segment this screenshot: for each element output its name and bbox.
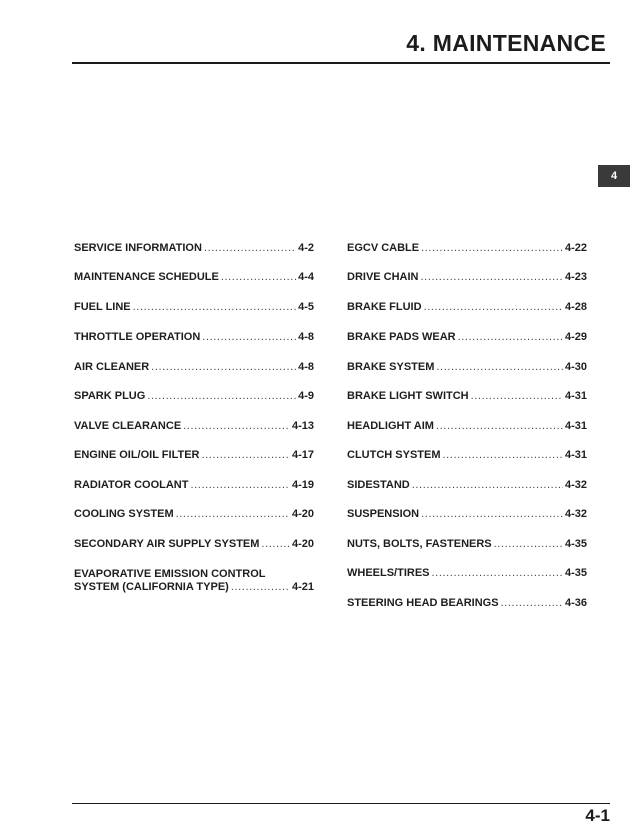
toc-entry-throttle-operation[interactable] [74,331,314,343]
toc-entry-label: SECONDARY AIR SUPPLY SYSTEM [74,538,260,550]
dot-leader [221,271,296,283]
toc-entry-page: 4-29 [564,331,587,343]
toc-entry-label: SERVICE INFORMATION [74,242,202,254]
toc-entry-clutch-system[interactable] [347,449,587,461]
toc-entry-page: 4-32 [564,508,587,520]
toc-entry-label: BRAKE FLUID [347,301,422,313]
toc-entry-label: BRAKE PADS WEAR [347,331,456,343]
toc-entry-page: 4-30 [564,361,587,373]
toc-entry-label: CLUTCH SYSTEM [347,449,441,461]
dot-leader [183,420,290,432]
toc-entry-secondary-air-supply[interactable] [74,538,314,550]
dot-leader [231,581,290,594]
toc-entry-cooling-system[interactable] [74,508,314,520]
toc-entry-page: 4-35 [564,567,587,579]
dot-leader [176,508,290,520]
toc-entry-page: 4-9 [298,390,314,402]
toc-entry-label: ENGINE OIL/OIL FILTER [74,449,200,461]
dot-leader [432,567,563,579]
toc-entry-page: 4-31 [564,449,587,461]
toc-entry-label: DRIVE CHAIN [347,271,419,283]
dot-leader [436,420,563,432]
toc-entry-engine-oil-filter[interactable] [74,449,314,461]
dot-leader [133,301,296,313]
dot-leader [501,597,563,609]
toc-entry-page: 4-32 [564,479,587,491]
toc-entry-page: 4-22 [564,242,587,254]
dot-leader [204,242,296,254]
dot-leader [421,508,563,520]
toc-entry-label: MAINTENANCE SCHEDULE [74,271,219,283]
toc-entry-page: 4-31 [564,390,587,402]
toc-entry-page: 4-36 [564,597,587,609]
dot-leader [443,449,563,461]
toc-entry-brake-fluid[interactable] [347,301,587,313]
toc-entry-page: 4-4 [298,271,314,283]
dot-leader [436,361,563,373]
toc-entry-egcv-cable[interactable] [347,242,587,254]
toc-entry-page: 4-13 [291,420,314,432]
toc-entry-label: EGCV CABLE [347,242,420,254]
toc-entry-brake-pads-wear[interactable] [347,331,587,343]
toc-entry-label: SIDESTAND [347,479,410,491]
toc-entry-nuts-bolts-fasteners[interactable] [347,538,587,550]
toc-entry-page: 4-8 [298,361,314,373]
toc-entry-page: 4-17 [291,449,314,461]
toc-entry-label: THROTTLE OPERATION [74,331,201,343]
toc-entry-headlight-aim[interactable] [347,420,587,432]
toc-entry-page: 4-35 [564,538,587,550]
toc-entry-label: SPARK PLUG [74,390,146,402]
toc-entry-label: RADIATOR COOLANT [74,479,189,491]
toc-entry-sidestand[interactable] [347,479,587,491]
dot-leader [421,242,563,254]
dot-leader [151,361,296,373]
toc-entry-label: BRAKE SYSTEM [347,361,435,373]
toc-entry-label: COOLING SYSTEM [74,508,174,520]
dot-leader [261,538,290,550]
toc-entry-maintenance-schedule[interactable] [74,271,314,283]
dot-leader [494,538,563,550]
dot-leader [458,331,563,343]
dot-leader [412,479,563,491]
toc-entry-label: AIR CLEANER [74,361,150,373]
toc-entry-page: 4-31 [564,420,587,432]
dot-leader [424,301,563,313]
toc-entry-page: 4-28 [564,301,587,313]
toc-entry-label-line2: SYSTEM (CALIFORNIA TYPE) [74,581,229,593]
toc-entry-label: HEADLIGHT AIM [347,420,434,432]
toc-entry-service-information[interactable] [74,242,314,254]
toc-entry-suspension[interactable] [347,508,587,520]
toc-entry-page: 4-20 [291,538,314,550]
toc-entry-page: 4-21 [291,581,314,593]
footer-rule [72,803,610,804]
toc-entry-label: NUTS, BOLTS, FASTENERS [347,538,492,550]
dot-leader [421,271,563,283]
toc-entry-evaporative-emission[interactable] [74,568,314,594]
toc-entry-radiator-coolant[interactable] [74,479,314,491]
toc-entry-brake-light-switch[interactable] [347,390,587,402]
toc-entry-page: 4-23 [564,271,587,283]
toc-entry-label: SUSPENSION [347,508,420,520]
toc-entry-label-line1: EVAPORATIVE EMISSION CONTROL [74,568,266,580]
toc-entry-spark-plug[interactable] [74,390,314,402]
toc-entry-steering-head-bearings[interactable] [347,597,587,609]
toc-entry-air-cleaner[interactable] [74,361,314,373]
toc-entry-page: 4-5 [298,301,314,313]
toc-entry-brake-system[interactable] [347,361,587,373]
dot-leader [202,449,290,461]
toc-entry-valve-clearance[interactable] [74,420,314,432]
dot-leader [190,479,289,491]
toc-entry-page: 4-2 [298,242,314,254]
toc-entry-wheels-tires[interactable] [347,567,587,579]
toc-entry-label: FUEL LINE [74,301,131,313]
toc-entry-fuel-line[interactable] [74,301,314,313]
toc-entry-label: VALVE CLEARANCE [74,420,182,432]
toc-entry-label: STEERING HEAD BEARINGS [347,597,499,609]
header-rule [72,62,610,64]
toc-entry-page: 4-8 [298,331,314,343]
toc-entry-page: 4-19 [291,479,314,491]
toc-entry-label: BRAKE LIGHT SWITCH [347,390,469,402]
dot-leader [202,331,296,343]
page-number: 4-1 [585,806,610,825]
chapter-tab: 4 [598,165,630,187]
toc-entry-drive-chain[interactable] [347,271,587,283]
toc-entry-label: WHEELS/TIRES [347,567,430,579]
dot-leader [147,390,296,402]
dot-leader [471,390,563,402]
page-title: 4. MAINTENANCE [406,30,606,56]
toc-entry-page: 4-20 [291,508,314,520]
